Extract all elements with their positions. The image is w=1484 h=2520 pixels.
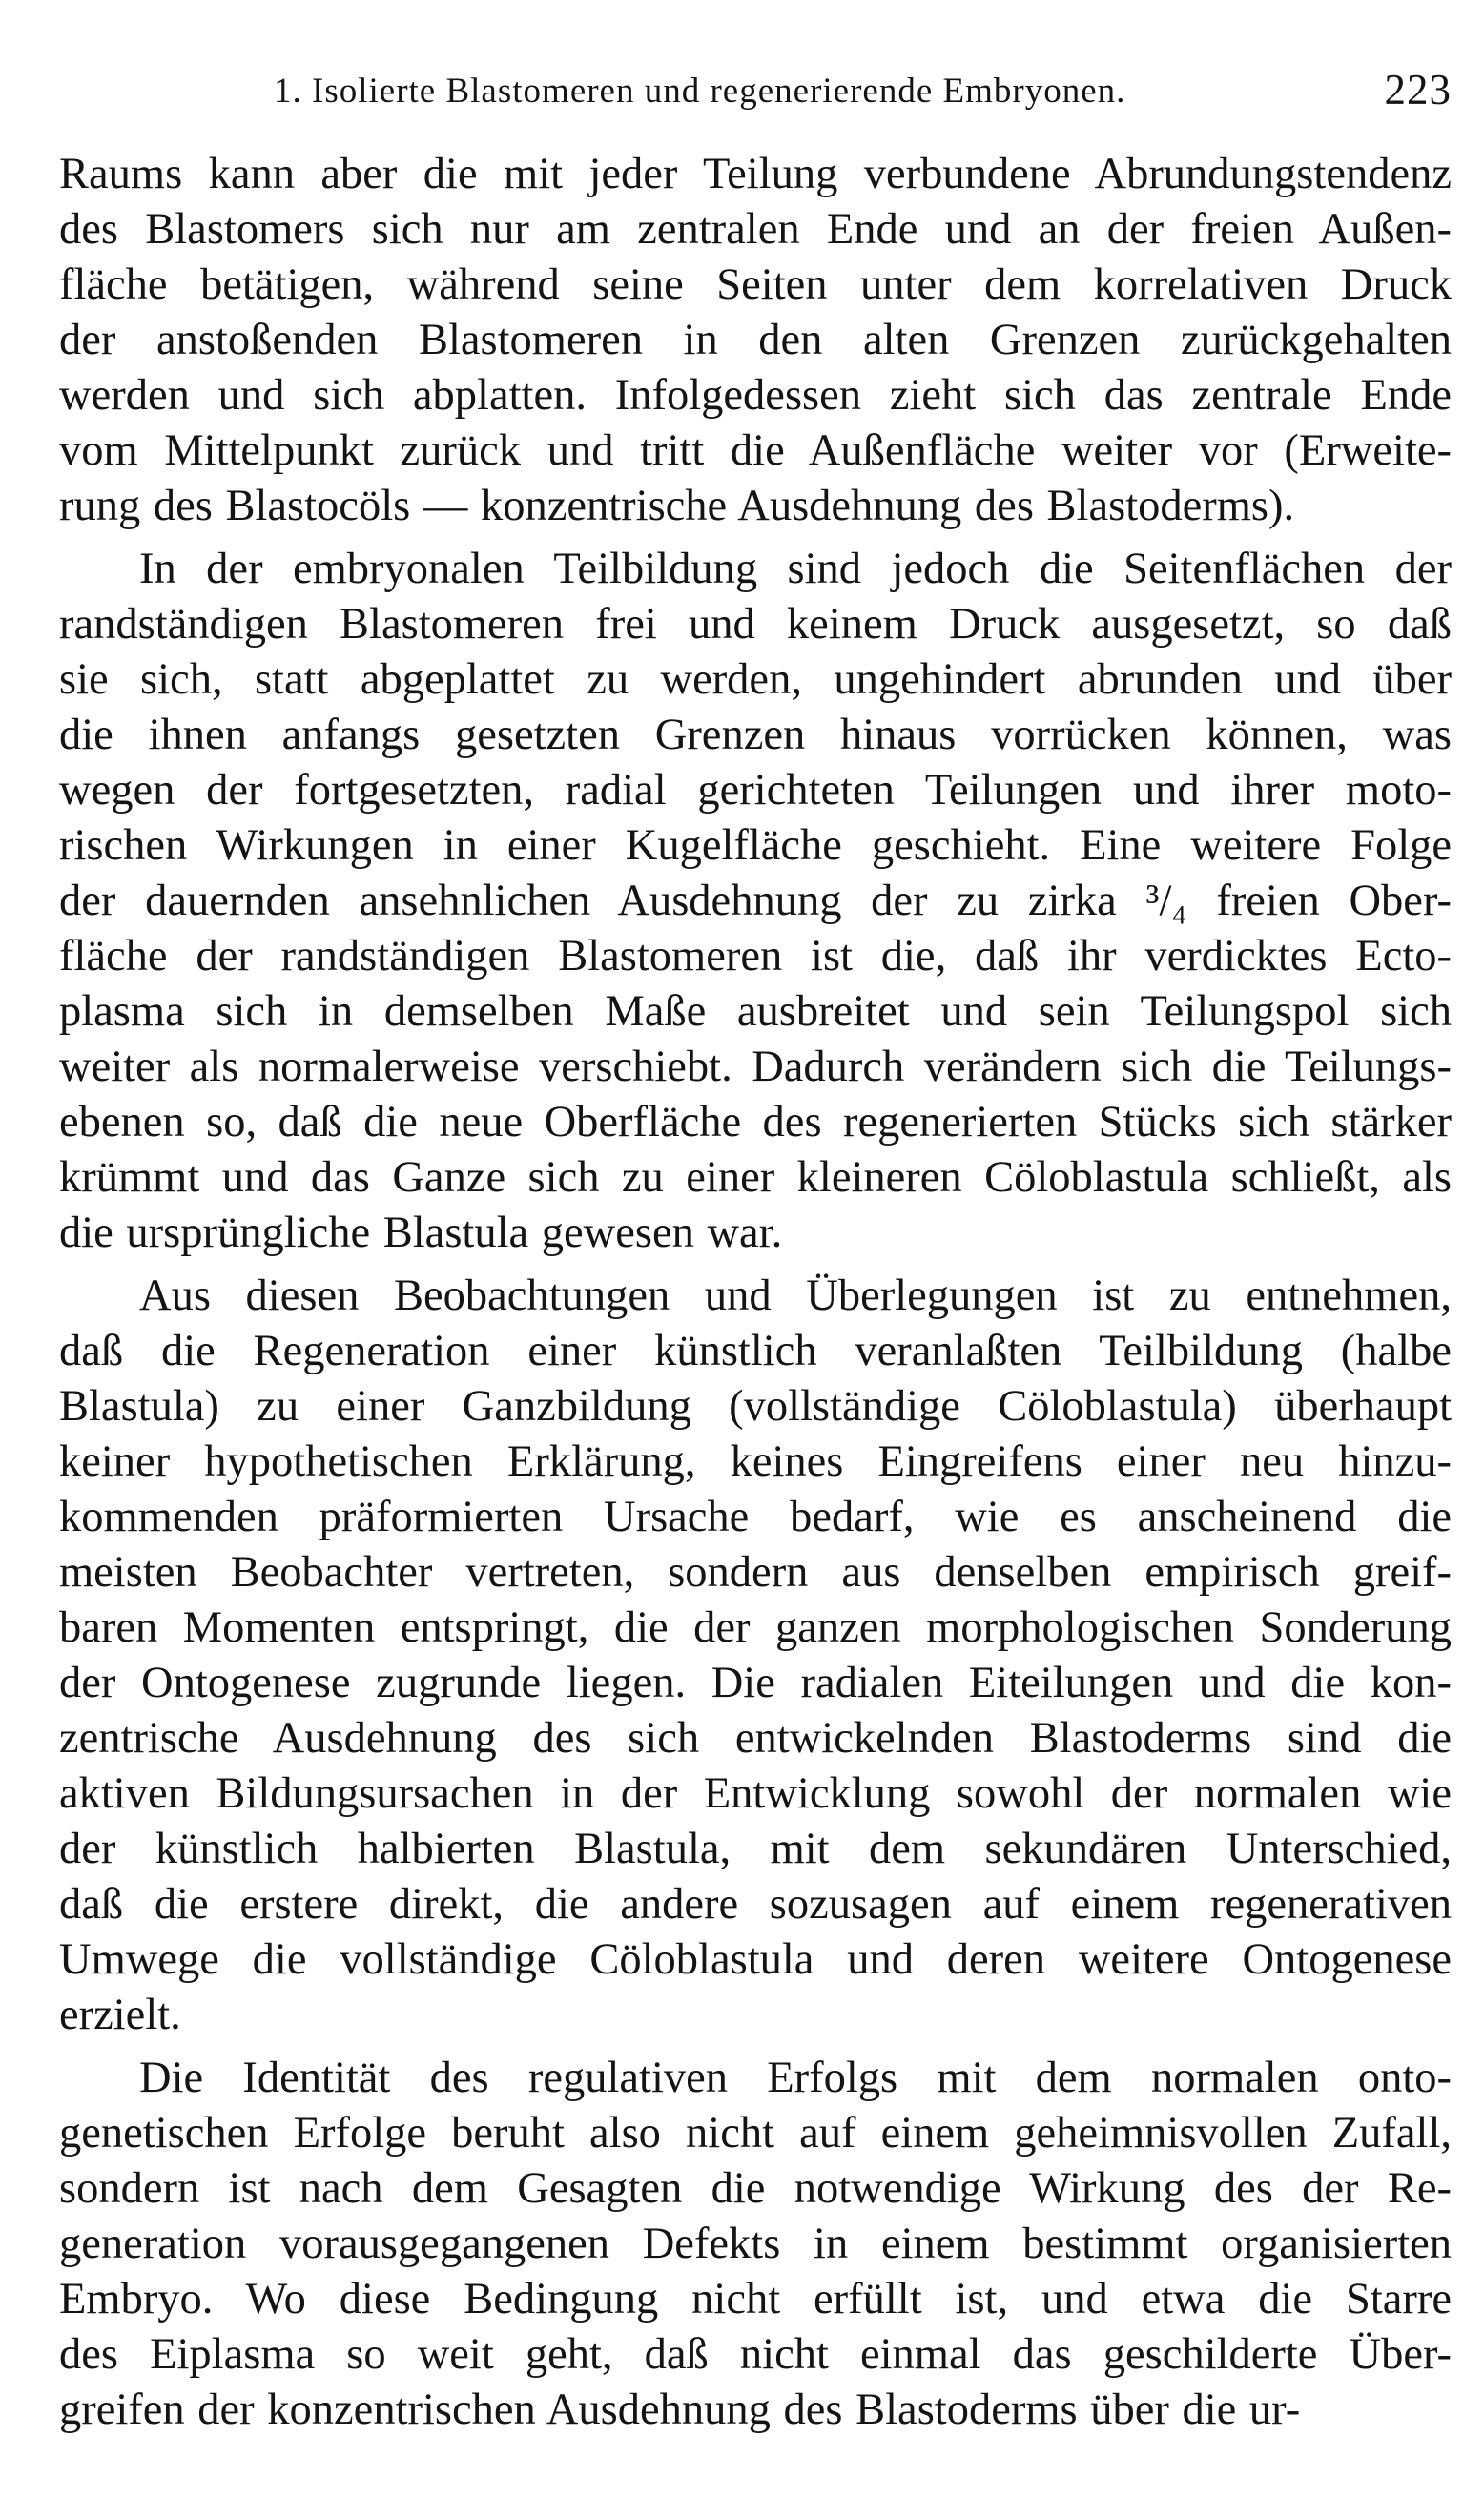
text-line: baren Momenten entspringt, die der ganzen morphologischen Sonderung	[59, 1603, 1452, 1652]
text-line: fläche betätigen, während seine Seiten unter dem korrelativen Druck	[59, 260, 1452, 309]
text-line: zentrische Ausdehnung des sich entwickelnden Blastoderms sind die	[59, 1714, 1452, 1763]
text-line: der künstlich halbierten Blastula, mit dem sekundären Unterschied,	[59, 1825, 1452, 1873]
text-line: randständigen Blastomeren frei und keinem Druck ausgesetzt, so daß	[59, 600, 1452, 649]
text-line: vom Mittelpunkt zurück und tritt die Außenfläche weiter vor (Erweite-	[59, 426, 1452, 475]
text-line: Embryo. Wo diese Bedingung nicht erfüllt ist, und etwa die Starre	[59, 2275, 1452, 2324]
text-line: sie sich, statt abgeplattet zu werden, ungehindert abrunden und über	[59, 655, 1452, 704]
text-line: der Ontogenese zugrunde liegen. Die radialen Eiteilungen und die kon-	[59, 1659, 1452, 1707]
text-line: sondern ist nach dem Gesagten die notwendige Wirkung des der Re-	[59, 2164, 1452, 2213]
text-line: krümmt und das Ganze sich zu einer kleineren Cöloblastula schließt, als	[59, 1153, 1452, 1202]
body-text	[59, 147, 1452, 2438]
text-line: ebenen so, daß die neue Oberfläche des regenerierten Stücks sich stärker	[59, 1098, 1452, 1146]
running-title: 1. Isolierte Blastomeren und regenerierende Embryonen.	[274, 72, 1126, 111]
text-line: daß die Regeneration einer künstlich veranlaßten Teilbildung (halbe	[59, 1327, 1452, 1375]
text-line: erzielt.	[59, 1991, 181, 2039]
text-line: Umwege die vollständige Cöloblastula und deren weitere Ontogenese	[59, 1935, 1452, 1984]
text-line: generation vorausgegangenen Defekts in einem bestimmt organisierten	[59, 2220, 1452, 2268]
text-line: fläche der randständigen Blastomeren ist die, daß ihr verdicktes Ecto-	[59, 932, 1452, 981]
text-line: rischen Wirkungen in einer Kugelfläche geschieht. Eine weitere Folge	[59, 821, 1452, 870]
paragraph	[59, 147, 1452, 534]
text-line: Aus diesen Beobachtungen und Überlegungen ist zu entnehmen,	[139, 1271, 1452, 1320]
book-page	[59, 57, 1452, 2438]
text-line: genetischen Erfolge beruht also nicht auf einem geheimnisvollen Zufall,	[59, 2109, 1452, 2158]
running-head	[59, 57, 1452, 134]
text-line: keiner hypothetischen Erklärung, keines Eingreifens einer neu hinzu-	[59, 1437, 1452, 1486]
text-line: meisten Beobachter vertreten, sondern aus denselben empirisch greif-	[59, 1548, 1452, 1597]
text-line: Blastula) zu einer Ganzbildung (vollständige Cöloblastula) überhaupt	[59, 1382, 1452, 1431]
text-line: aktiven Bildungsursachen in der Entwicklung sowohl der normalen wie	[59, 1769, 1452, 1818]
text-line: Die Identität des regulativen Erfolgs mit dem normalen onto-	[139, 2054, 1452, 2102]
paragraph	[59, 2051, 1452, 2438]
text-line: plasma sich in demselben Maße ausbreitet und sein Teilungspol sich	[59, 987, 1452, 1036]
page-number: 223	[1384, 66, 1452, 114]
text-line: In der embryonalen Teilbildung sind jedoch die Seitenflächen der	[139, 545, 1452, 593]
text-line: greifen der konzentrischen Ausdehnung des Blastoderms über die ur-	[59, 2386, 1301, 2434]
text-line: daß die erstere direkt, die andere sozusagen auf einem regenerativen	[59, 1880, 1452, 1929]
text-line: rung des Blastocöls — konzentrische Ausdehnung des Blastoderms).	[59, 482, 1295, 530]
text-line: die ursprüngliche Blastula gewesen war.	[59, 1208, 783, 1257]
text-line: weiter als normalerweise verschiebt. Dadurch verändern sich die Teilungs-	[59, 1043, 1452, 1091]
text-line: der dauernden ansehnlichen Ausdehnung der zu zirka ³/₄ freien Ober-	[59, 877, 1452, 925]
text-line: der anstoßenden Blastomeren in den alten Grenzen zurückgehalten	[59, 316, 1452, 364]
text-line: des Blastomers sich nur am zentralen Ende und an der freien Außen-	[59, 205, 1452, 254]
text-line: kommenden präformierten Ursache bedarf, wie es anscheinend die	[59, 1493, 1452, 1541]
text-line: die ihnen anfangs gesetzten Grenzen hinaus vorrücken können, was	[59, 711, 1452, 759]
paragraph	[59, 542, 1452, 1261]
text-line: werden und sich abplatten. Infolgedessen zieht sich das zentrale Ende	[59, 371, 1452, 420]
paragraph	[59, 1269, 1452, 2043]
text-line: wegen der fortgesetzten, radial gerichteten Teilungen und ihrer moto-	[59, 766, 1452, 815]
text-line: des Eiplasma so weit geht, daß nicht einmal das geschilderte Über-	[59, 2330, 1452, 2379]
text-line: Raums kann aber die mit jeder Teilung verbundene Abrundungstendenz	[59, 150, 1452, 198]
